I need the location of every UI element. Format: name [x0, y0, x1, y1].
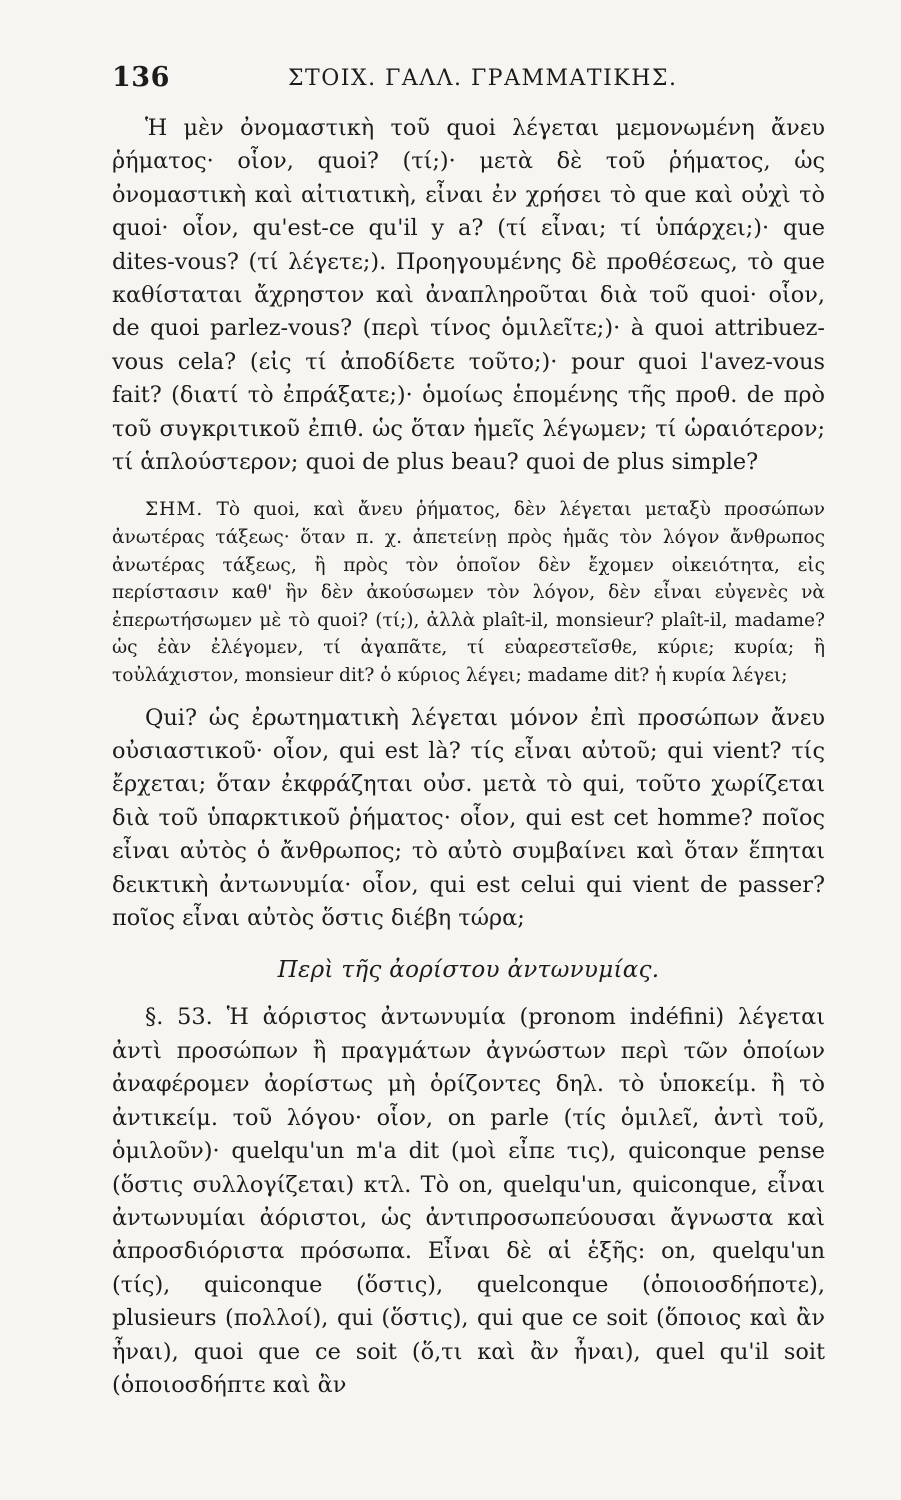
- page-number: 136: [112, 62, 170, 93]
- section-53-paragraph: [112, 1001, 825, 1402]
- section-subheading: Περὶ τῆς ἀορίστου ἀντωνυμίας.: [277, 957, 660, 984]
- note-paragraph: [112, 496, 825, 689]
- note-label: ΣΗΜ.: [145, 499, 204, 521]
- section-text: Ἡ ἀόριστος ἀντωνυμία (pronom indéfini) λέγεται ἀντὶ προσώπων ἢ πραγμάτων ἀγνώστων περὶ τῶν ὁποίων ἀναφέρομεν ἀορίστως μὴ ὁρίζοντες δηλ. τὸ ὑποκείμ. ἢ τὸ ἀντικείμ. τοῦ λόγου· οἷον, on parle (τίς ὁμιλεῖ, ἀντὶ τοῦ, ὁμιλοῦν)· quelqu'un m'a dit (μοὶ εἶπε τις), quiconque pense (ὅστις συλλογίζεται) κτλ. Τὸ on, quelqu'un, quiconque, εἶναι ἀντωνυμίαι ἀόριστοι, ὡς ἀντιπροσωπεύουσαι ἄγνωστα καὶ ἀπροσδιόριστα πρόσωπα. Εἶναι δὲ αἱ ἑξῆς: on, quelqu'un (τίς), quiconque (ὅστις), quelconque (ὁποιοσδήποτε), plusieurs (πολλοί), qui (ὅστις), qui que ce soit (ὅποιος καὶ ἂν ἦναι), quoi que ce soit (ὅ,τι καὶ ἂν ἦναι), quel qu'il soit (ὁποιοσδήπτε καὶ ἂν: [112, 1004, 826, 1398]
- note-text: Τὸ quoi, καὶ ἄνευ ῥήματος, δὲν λέγεται μεταξὺ προσώπων ἀνωτέρας τάξεως· ὅταν π. χ. ἀπετείνῃ πρὸς ἡμᾶς τὸν λόγον ἄνθρωπος ἀνωτέρας τάξεως, ἢ πρὸς τὸν ὁποῖον δὲν ἔχομεν οἰκειότητα, εἰς περίστασιν καθ' ἣν δὲν ἀκούσωμεν τὸν λόγον, δὲν εἶναι εὐγενὲς νὰ ἐπερωτήσωμεν μὲ τὸ quoi? (τί;), ἀλλὰ plaît-il, monsieur? plaît-il, madame? ὡς ἐὰν ἐλέγομεν, τί ἀγαπᾶτε, τί εὐαρεστεῖσθε, κύριε; κυρία; ἢ τοὐλάχιστον, monsieur dit? ὁ κύριος λέγει; madame dit? ἡ κυρία λέγει;: [112, 499, 825, 687]
- paragraph-quoi: Ἡ μὲν ὀνομαστικὴ τοῦ quoi λέγεται μεμονωμένη ἄνευ ῥήματος· οἷον, quoi? (τί;)· μετὰ δὲ τοῦ ῥήματος, ὡς ὀνομαστικὴ καὶ αἰτιατικὴ, εἶναι ἐν χρήσει τὸ que καὶ οὐχὶ τὸ quoi· οἷον, qu'est-ce qu'il y a? (τί εἶναι; τί ὑπάρχει;)· que dites-vous? (τί λέγετε;). Προηγουμένης δὲ προθέσεως, τὸ que καθίσταται ἄχρηστον καὶ ἀναπληροῦται διὰ τοῦ quoi· οἷον, de quoi parlez-vous? (περὶ τίνος ὁμιλεῖτε;)· à quoi attribuez-vous cela? (εἰς τί ἀποδίδετε τοῦτο;)· pour quoi l'avez-vous fait? (διατί τὸ ἐπράξατε;)· ὁμοίως ἑπομένης τῆς προθ. de πρὸ τοῦ συγκριτικοῦ ἐπιθ. ὡς ὅταν ἡμεῖς λέγωμεν; τί ὡραιότερον; τί ἁπλούστερον; quoi de plus beau? quoi de plus simple?: [112, 115, 825, 476]
- running-title: ΣΤΟΙΧ. ΓΑΛΛ. ΓΡΑΜΜΑΤΙΚΗΣ.: [288, 66, 678, 91]
- paragraph-qui: Qui? ὡς ἐρωτηματικὴ λέγεται μόνον ἐπὶ προσώπων ἄνευ οὐσιαστικοῦ· οἷον, qui est là? τίς εἶναι αὐτοῦ; qui vient? τίς ἔρχεται; ὅταν ἐκφράζηται οὐσ. μετὰ τὸ qui, τοῦτο χωρίζεται διὰ τοῦ ὑπαρκτικοῦ ῥήματος· οἷον, qui est cet homme? ποῖος εἶναι αὐτὸς ὁ ἄνθρωπος; τὸ αὐτὸ συμβαίνει καὶ ὅταν ἕπηται δεικτικὴ ἀντωνυμία· οἷον, qui est celui qui vient de passer? ποῖος εἶναι αὐτὸς ὅστις διέβη τώρα;: [112, 704, 825, 932]
- section-number: §. 53.: [145, 1004, 213, 1031]
- running-head: [112, 62, 825, 102]
